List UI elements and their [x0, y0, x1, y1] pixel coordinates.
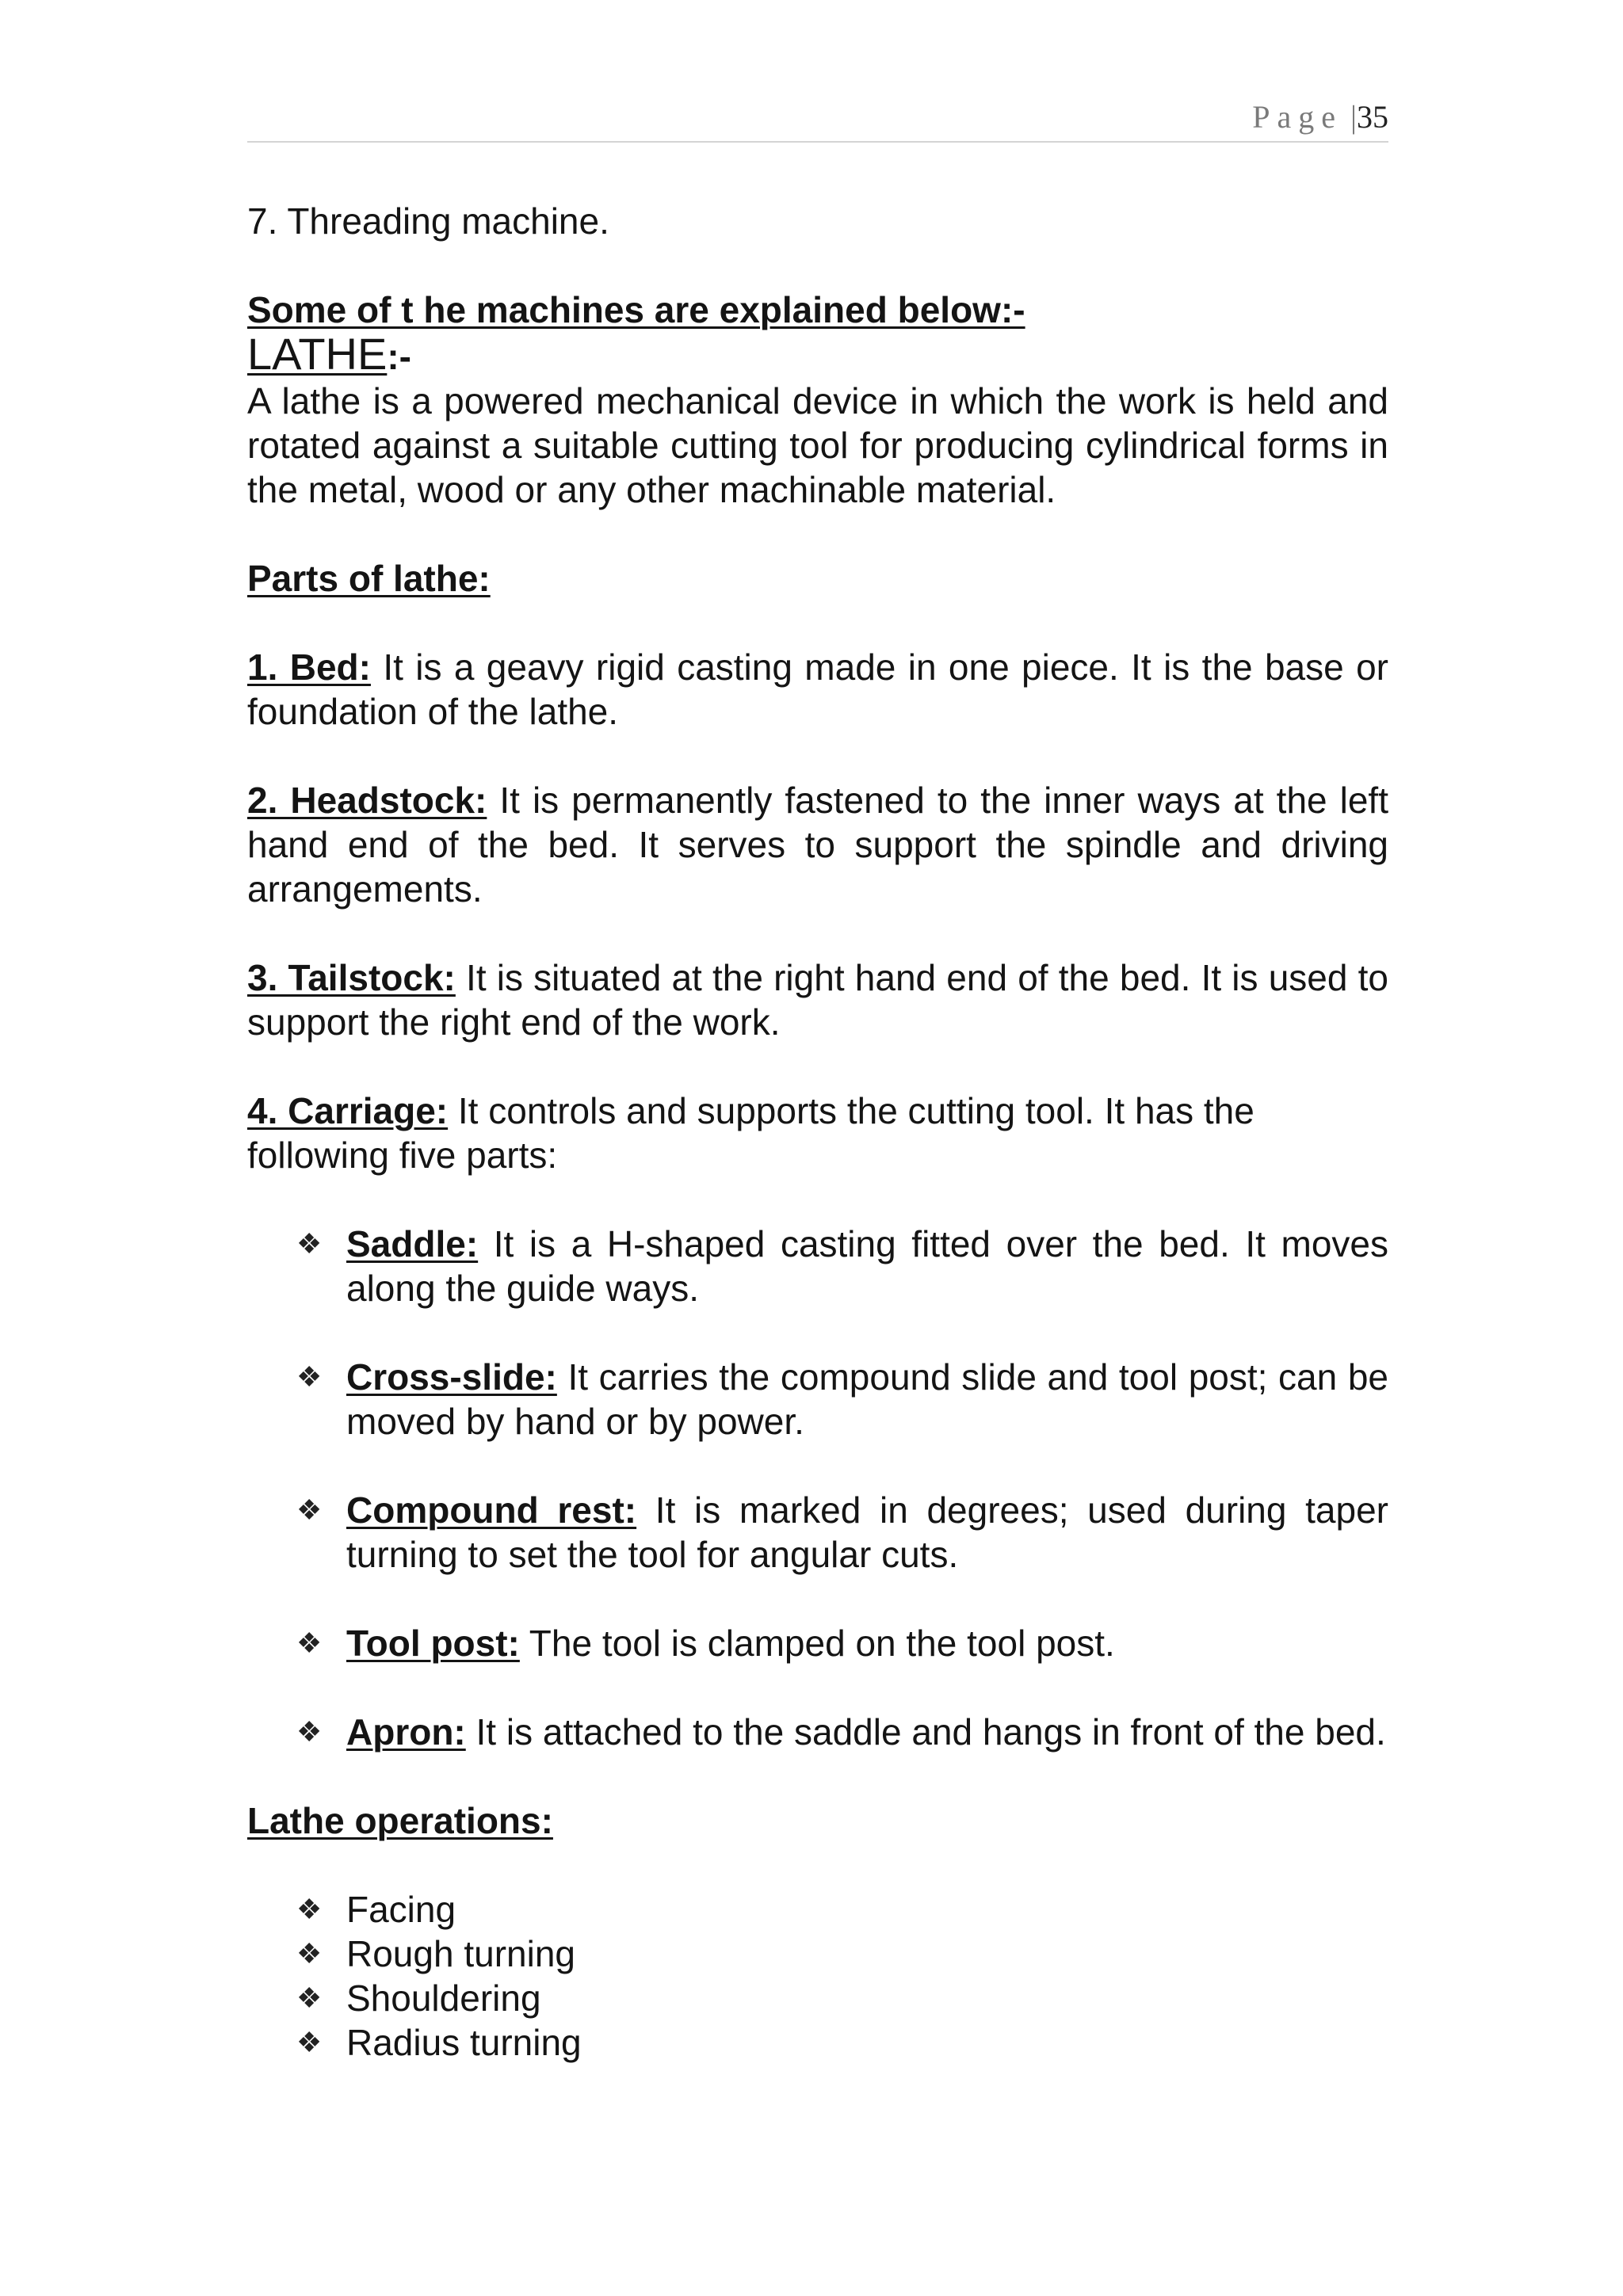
operation-item — [247, 1976, 1388, 2020]
carriage-text: It is attached to the saddle and hangs in front of the bed. — [465, 1711, 1386, 1753]
operation-label: Radius turning — [346, 2022, 582, 2063]
section-heading: Some of t he machines are explained below:- — [247, 289, 1025, 330]
page-separator: | — [1350, 99, 1357, 135]
carriage-term: Compound rest: — [346, 1489, 637, 1531]
lathe-title-suffix: :- — [387, 336, 411, 377]
bullet-diamond-icon: ❖ — [296, 1715, 323, 1748]
operation-item — [247, 1887, 1388, 1932]
carriage-part-cross-slide — [247, 1355, 1388, 1444]
lathe-title: LATHE — [247, 329, 388, 379]
page-label: Page — [1252, 99, 1342, 135]
part-term: 3. Tailstock: — [247, 957, 456, 998]
bullet-diamond-icon: ❖ — [296, 2026, 323, 2058]
page-number — [1252, 98, 1388, 135]
operation-item — [247, 1932, 1388, 1976]
bullet-diamond-icon: ❖ — [296, 1627, 323, 1659]
intro-item: 7. Threading machine. — [247, 200, 609, 242]
document-body — [247, 199, 1388, 2065]
bullet-diamond-icon: ❖ — [296, 1360, 323, 1393]
operation-label: Rough turning — [346, 1933, 575, 1974]
carriage-text: The tool is clamped on the tool post. — [519, 1623, 1115, 1664]
carriage-term: Tool post: — [346, 1623, 520, 1664]
part-headstock — [247, 778, 1388, 911]
bullet-diamond-icon: ❖ — [296, 1893, 323, 1925]
carriage-part-tool-post — [247, 1621, 1388, 1665]
part-text: It is situated at the right hand end of the bed. It is used to support the right end of the work. — [247, 957, 1388, 1043]
part-term: 4. Carriage: — [247, 1090, 449, 1131]
part-text: It is a geavy rigid casting made in one piece. It is the base or foundation of the lathe. — [247, 646, 1388, 732]
operation-label: Facing — [346, 1889, 456, 1930]
operation-label: Shouldering — [346, 1978, 541, 2019]
part-term: 2. Headstock: — [247, 780, 487, 821]
part-text: It is permanently fastened to the inner ways at the left hand end of the bed. It serves to support the spindle and driving arrangements. — [247, 780, 1388, 910]
part-tailstock — [247, 955, 1388, 1044]
lathe-heading — [247, 329, 1388, 379]
page-number-value: 35 — [1357, 99, 1388, 135]
operation-item — [247, 2020, 1388, 2065]
carriage-part-apron — [247, 1710, 1388, 1754]
bullet-diamond-icon: ❖ — [296, 1937, 323, 1970]
carriage-term: Apron: — [346, 1711, 466, 1753]
bullet-diamond-icon: ❖ — [296, 1981, 323, 2014]
carriage-part-saddle — [247, 1222, 1388, 1310]
carriage-text: It is marked in degrees; used during taper turning to set the tool for angular cuts. — [346, 1489, 1388, 1575]
lathe-definition: A lathe is a powered mechanical device in which the work is held and rotated against a suitable cutting tool for producing cylindrical forms in the metal, wood or any other machinable material. — [247, 380, 1388, 510]
carriage-part-compound-rest — [247, 1488, 1388, 1577]
operations-heading: Lathe operations: — [247, 1800, 553, 1841]
part-carriage — [247, 1089, 1301, 1177]
part-bed — [247, 645, 1388, 734]
carriage-text: It is a H-shaped casting fitted over the bed. It moves along the guide ways. — [346, 1223, 1388, 1309]
page-header — [247, 93, 1388, 143]
carriage-term: Cross-slide: — [346, 1356, 557, 1398]
carriage-term: Saddle: — [346, 1223, 479, 1264]
carriage-text: It carries the compound slide and tool post; can be moved by hand or by power. — [346, 1356, 1388, 1442]
parts-heading: Parts of lathe: — [247, 558, 491, 599]
bullet-diamond-icon: ❖ — [296, 1493, 323, 1526]
bullet-diamond-icon: ❖ — [296, 1227, 323, 1260]
part-text: It controls and supports the cutting tool. It has the following five parts: — [247, 1090, 1254, 1176]
part-term: 1. Bed: — [247, 646, 371, 688]
